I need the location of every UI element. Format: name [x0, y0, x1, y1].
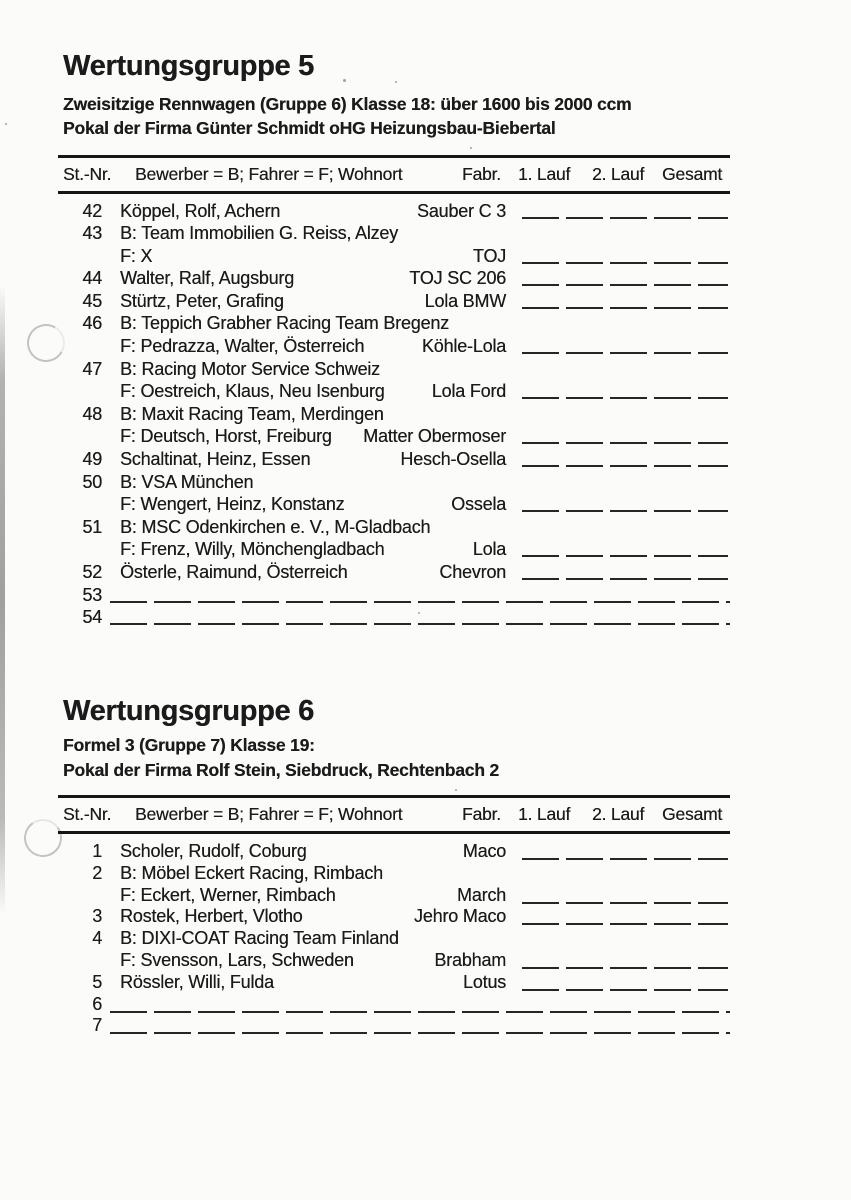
- column-header-entrant: Bewerber = B; Fahrer = F; Wohnort: [135, 164, 403, 184]
- table-row-line: [58, 200, 730, 223]
- empty-entry-line: [110, 601, 730, 603]
- row-car-make: Sauber C 3: [416, 200, 506, 221]
- table-row-line: [58, 516, 730, 539]
- column-header-entrant: Bewerber = B; Fahrer = F; Wohnort: [135, 804, 403, 824]
- row-start-number: 53: [82, 584, 102, 605]
- row-start-number: 2: [92, 862, 102, 883]
- empty-entry-line: [110, 623, 730, 625]
- table-row-line: [58, 493, 730, 516]
- group-title: Wertungsgruppe 6: [63, 695, 314, 727]
- table-row-line: [58, 538, 730, 561]
- table-row: [58, 312, 730, 357]
- column-header-run1: 1. Lauf: [518, 804, 571, 824]
- scan-speck: [455, 789, 457, 791]
- result-blank-line: [522, 262, 728, 264]
- row-entrant-text: Österle, Raimund, Österreich: [120, 562, 348, 582]
- row-car-make: Matter Obermoser: [363, 426, 506, 447]
- row-entrant-text: F: Frenz, Willy, Mönchengladbach: [120, 539, 385, 560]
- row-entrant-text: F: Oestreich, Klaus, Neu Isenburg: [120, 381, 385, 402]
- group-trophy-subtitle: Pokal der Firma Rolf Stein, Siebdruck, Rechtenbach 2: [63, 760, 499, 780]
- table-row: [58, 606, 730, 629]
- table-row: [58, 994, 730, 1016]
- table-row-line: [58, 863, 730, 885]
- result-blank-line: [522, 442, 728, 444]
- table-row-line: [58, 267, 730, 290]
- table-body: [58, 841, 730, 1037]
- table-row: [58, 290, 730, 313]
- row-entrant-text: Köppel, Rolf, Achern: [120, 200, 281, 221]
- row-entrant-text: B: Maxit Racing Team, Merdingen: [120, 403, 384, 424]
- row-entrant-text: B: VSA München: [120, 471, 254, 492]
- row-start-number: 7: [92, 1015, 102, 1036]
- table-row: [58, 972, 730, 994]
- table-row: [58, 1015, 730, 1037]
- result-blank-line: [522, 352, 728, 354]
- table-header: [58, 795, 730, 834]
- row-car-make: March: [456, 884, 506, 905]
- table-row-line: [58, 1015, 730, 1037]
- row-car-make: Lola Ford: [431, 381, 506, 402]
- scan-speck: [5, 123, 7, 125]
- row-entrant-text: B: DIXI-COAT Racing Team Finland: [120, 928, 399, 949]
- row-start-number: 51: [82, 516, 102, 537]
- group-title: Wertungsgruppe 5: [63, 50, 314, 82]
- table-row-line: [58, 994, 730, 1016]
- result-blank-line: [522, 578, 728, 580]
- row-car-make: Brabham: [434, 949, 506, 970]
- row-entrant-text: B: Team Immobilien G. Reiss, Alzey: [120, 223, 398, 244]
- table-row: [58, 200, 730, 223]
- table-row-line: [58, 335, 730, 358]
- table-row: [58, 358, 730, 403]
- table-row: [58, 403, 730, 448]
- row-entrant-text: Scholer, Rudolf, Coburg: [120, 841, 307, 861]
- table-row-line: [58, 972, 730, 994]
- table-row-line: [58, 471, 730, 494]
- row-start-number: 1: [92, 841, 102, 861]
- result-blank-line: [522, 858, 728, 860]
- row-start-number: 44: [82, 268, 102, 289]
- row-entrant-text: Rostek, Herbert, Vlotho: [120, 906, 303, 927]
- table-header: [58, 155, 730, 194]
- row-car-make: Jehro Maco: [413, 906, 506, 927]
- table-row-line: [58, 222, 730, 245]
- row-start-number: 3: [92, 906, 102, 927]
- table-row: [58, 863, 730, 907]
- row-car-make: Hesch-Osella: [400, 449, 506, 470]
- table-row-line: [58, 290, 730, 313]
- row-entrant-text: Walter, Ralf, Augsburg: [120, 268, 295, 289]
- row-car-make: Chevron: [439, 562, 506, 582]
- column-header-run2: 2. Lauf: [592, 804, 645, 824]
- result-blank-line: [522, 923, 728, 925]
- row-start-number: 6: [92, 993, 102, 1014]
- row-start-number: 54: [82, 607, 102, 628]
- row-start-number: 52: [82, 562, 102, 582]
- row-car-make: Lola BMW: [424, 290, 506, 311]
- table-row: [58, 471, 730, 516]
- empty-entry-line: [110, 1032, 730, 1034]
- row-car-make: Ossela: [451, 494, 506, 515]
- row-car-make: Lola: [472, 539, 506, 560]
- row-start-number: 47: [82, 358, 102, 379]
- row-car-make: TOJ SC 206: [409, 268, 506, 289]
- table-row-line: [58, 312, 730, 335]
- table-row-line: [58, 561, 730, 584]
- table-row-line: [58, 380, 730, 403]
- row-start-number: 4: [92, 928, 102, 949]
- row-car-make: Köhle-Lola: [421, 336, 506, 357]
- row-start-number: 49: [82, 449, 102, 470]
- table-row: [58, 516, 730, 561]
- column-header-run1: 1. Lauf: [518, 164, 571, 184]
- table-row-line: [58, 448, 730, 471]
- column-header-total: Gesamt: [662, 164, 723, 184]
- table-row: [58, 906, 730, 928]
- column-header-total: Gesamt: [662, 804, 723, 824]
- result-blank-line: [522, 902, 728, 904]
- table-row-line: [58, 841, 730, 863]
- table-row: [58, 448, 730, 471]
- row-entrant-text: Rössler, Willi, Fulda: [120, 971, 274, 992]
- result-blank-line: [522, 307, 728, 309]
- row-entrant-text: F: X: [120, 245, 153, 266]
- empty-entry-line: [110, 1011, 730, 1013]
- result-blank-line: [522, 397, 728, 399]
- result-blank-line: [522, 465, 728, 467]
- table-body: [58, 200, 730, 629]
- result-blank-line: [522, 510, 728, 512]
- column-header-startnumber: St.-Nr.: [63, 164, 112, 184]
- table-row-line: [58, 928, 730, 950]
- column-header-run2: 2. Lauf: [592, 164, 645, 184]
- column-header-startnumber: St.-Nr.: [63, 804, 112, 824]
- row-entrant-text: F: Svensson, Lars, Schweden: [120, 949, 354, 970]
- row-entrant-text: B: Racing Motor Service Schweiz: [120, 358, 380, 379]
- table-row: [58, 267, 730, 290]
- table-row: [58, 928, 730, 972]
- row-entrant-text: B: Teppich Grabher Racing Team Bregenz: [120, 313, 449, 334]
- scan-edge-shadow: [0, 285, 5, 915]
- row-start-number: 5: [92, 971, 102, 992]
- row-car-make: Lotus: [462, 971, 506, 992]
- row-start-number: 45: [82, 290, 102, 311]
- column-header-make: Fabr.: [462, 804, 501, 824]
- table-row-line: [58, 950, 730, 972]
- column-header-make: Fabr.: [462, 164, 501, 184]
- result-blank-line: [522, 284, 728, 286]
- row-entrant-text: F: Deutsch, Horst, Freiburg: [120, 426, 332, 447]
- result-blank-line: [522, 967, 728, 969]
- group-class-subtitle: Formel 3 (Gruppe 7) Klasse 19:: [63, 735, 315, 755]
- table-row: [58, 841, 730, 863]
- result-blank-line: [522, 217, 728, 219]
- table-row-line: [58, 403, 730, 426]
- table-row-line: [58, 584, 730, 607]
- result-blank-line: [522, 989, 728, 991]
- table-row-line: [58, 885, 730, 907]
- row-entrant-text: B: MSC Odenkirchen e. V., M-Gladbach: [120, 516, 431, 537]
- row-entrant-text: F: Eckert, Werner, Rimbach: [120, 884, 336, 905]
- row-entrant-text: Schaltinat, Heinz, Essen: [120, 449, 311, 470]
- scan-speck: [343, 79, 346, 82]
- table-row-line: [58, 245, 730, 268]
- row-car-make: Maco: [462, 841, 506, 861]
- table-row: [58, 561, 730, 584]
- group-trophy-subtitle: Pokal der Firma Günter Schmidt oHG Heizungsbau-Biebertal: [63, 118, 556, 138]
- row-entrant-text: Stürtz, Peter, Grafing: [120, 290, 284, 311]
- table-row-line: [58, 425, 730, 448]
- result-blank-line: [522, 555, 728, 557]
- row-start-number: 42: [82, 200, 102, 221]
- row-start-number: 46: [82, 313, 102, 334]
- row-entrant-text: B: Möbel Eckert Racing, Rimbach: [120, 862, 383, 883]
- row-start-number: 48: [82, 403, 102, 424]
- scan-speck: [470, 147, 472, 149]
- row-start-number: 43: [82, 223, 102, 244]
- row-entrant-text: F: Pedrazza, Walter, Österreich: [120, 336, 365, 357]
- group-class-subtitle: Zweisitzige Rennwagen (Gruppe 6) Klasse 18: über 1600 bis 2000 ccm: [63, 94, 632, 114]
- row-car-make: TOJ: [472, 245, 506, 266]
- table-row-line: [58, 606, 730, 629]
- table-row-line: [58, 906, 730, 928]
- table-row-line: [58, 358, 730, 381]
- row-entrant-text: F: Wengert, Heinz, Konstanz: [120, 494, 345, 515]
- table-row: [58, 222, 730, 267]
- table-row: [58, 584, 730, 607]
- scan-speck: [395, 81, 397, 83]
- row-start-number: 50: [82, 471, 102, 492]
